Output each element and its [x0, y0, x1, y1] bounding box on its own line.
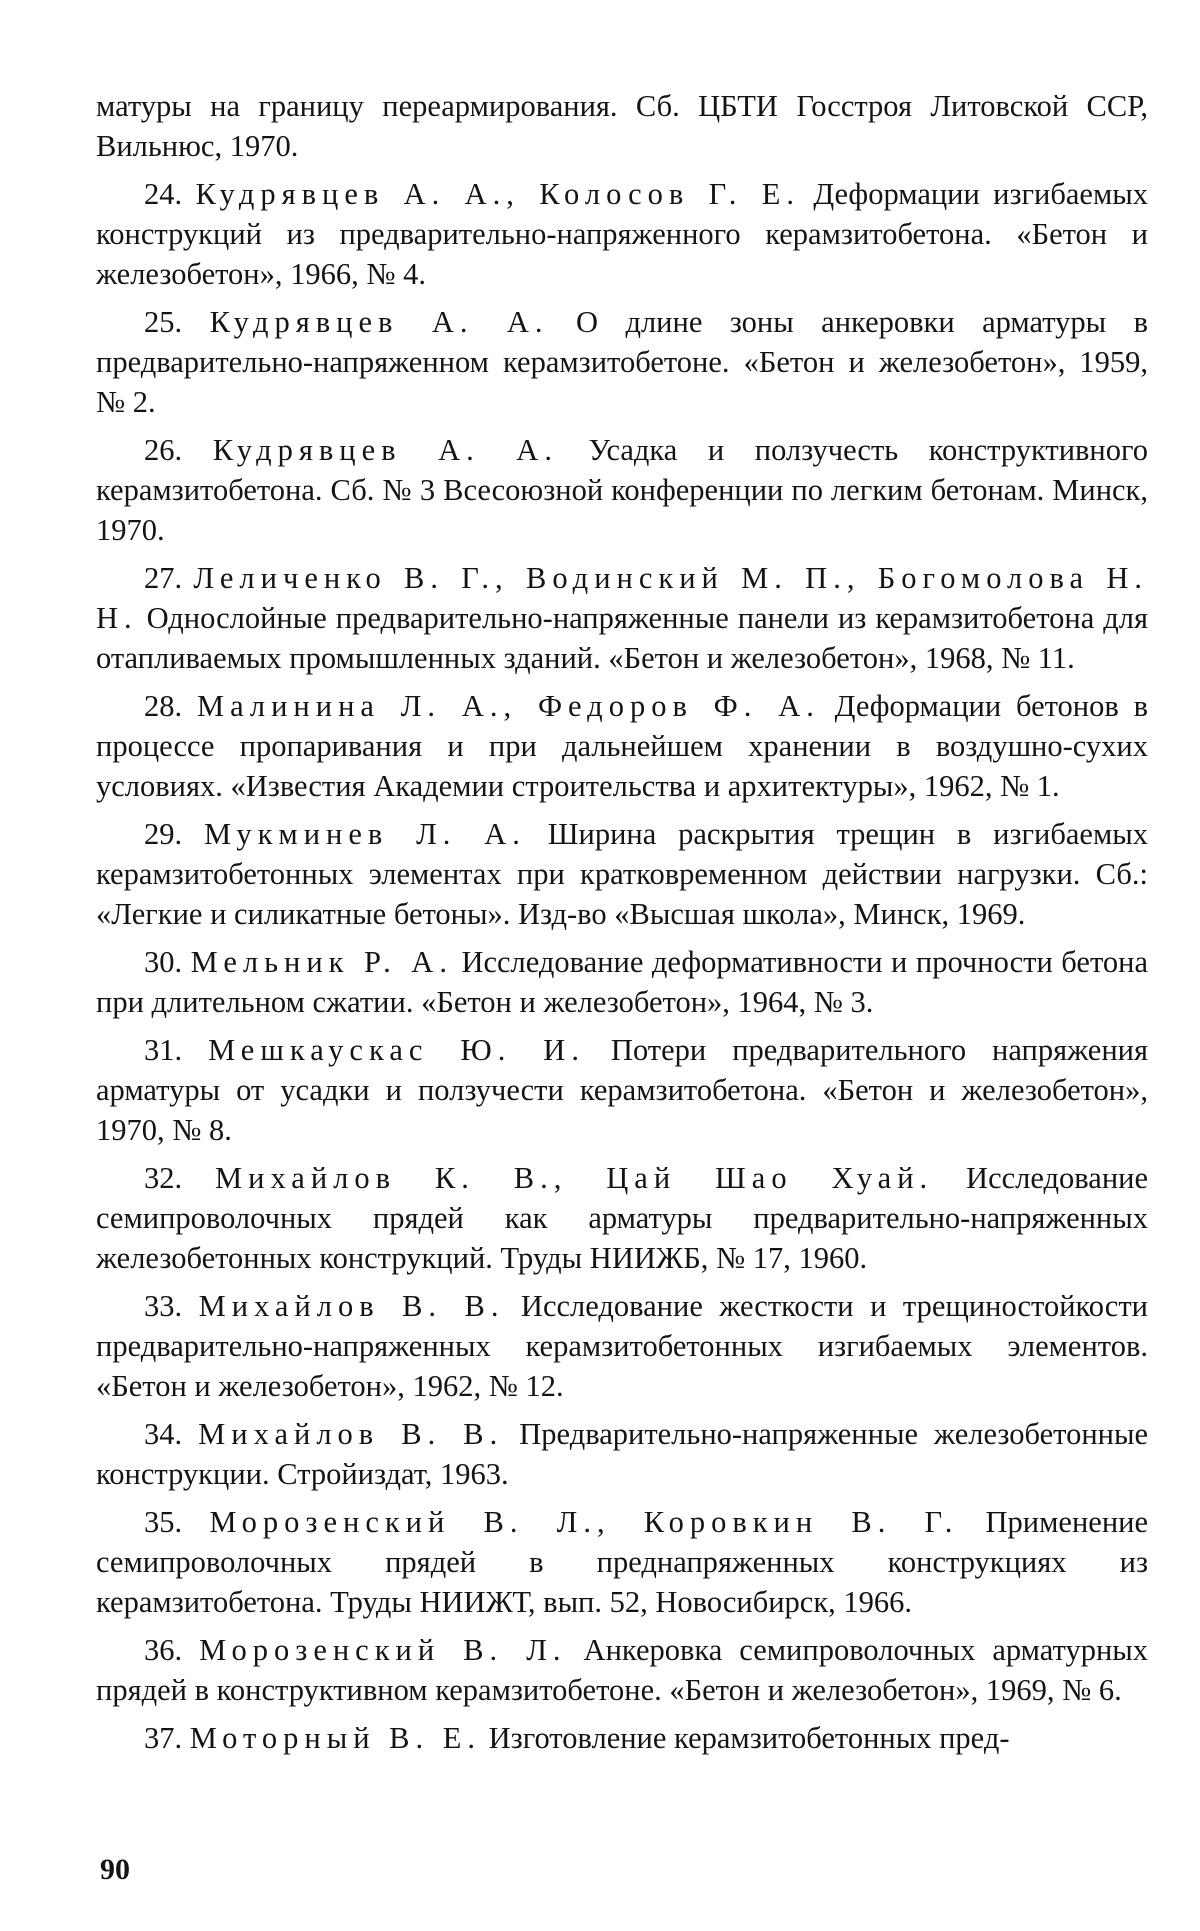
reference-authors: Леличенко В. Г., Водинский М. П., Богомолова Н. Н.	[96, 561, 1149, 635]
reference-text: Ширина раскрытия трещин в изгибаемых керамзитобетонных элементах при кратковременном действии нагрузки. Сб.: «Легкие и силикатные бетоны». Изд-во «Высшая школа», Минск, 1969.	[96, 817, 1149, 931]
reference-number: 27.	[144, 561, 194, 595]
reference-text: Однослойные предварительно-напряженные панели из керамзитобетона для отапливаемых промышленных зданий. «Бетон и железобетон», 1968, № 11.	[96, 601, 1148, 675]
reference-authors: Моторный В. Е.	[189, 1721, 481, 1755]
reference-number: 37.	[144, 1721, 190, 1755]
reference-authors: Морозенский В. Л.	[199, 1633, 567, 1667]
reference-33	[96, 1286, 1148, 1406]
reference-text: Анкеровка семипроволочных арматурных прядей в конструктивном керамзитобетоне. «Бетон и железобетон», 1969, № 6.	[96, 1633, 1149, 1707]
reference-number: 29.	[144, 817, 204, 851]
reference-text: Исследование деформативности и прочности бетона при длительном сжатии. «Бетон и железобетон», 1964, № 3.	[96, 945, 1148, 1019]
reference-24	[96, 174, 1148, 294]
reference-number: 32.	[144, 1161, 216, 1195]
reference-authors: Михайлов В. В.	[198, 1417, 504, 1451]
reference-text: матуры на границу переармирования. Сб. ЦБТИ Госстроя Литовской ССР, Вильнюс, 1970.	[96, 89, 1148, 163]
reference-36	[96, 1630, 1148, 1710]
reference-28	[96, 686, 1148, 806]
reference-text: Потери предварительного напряжения арматуры от усадки и ползучести керамзитобетона. «Бетон и железобетон», 1970, № 8.	[96, 1033, 1148, 1147]
reference-text: Усадка и ползучесть конструктивного керамзитобетона. Сб. № 3 Всесоюзной конференции по легким бетонам. Минск, 1970.	[96, 433, 1148, 547]
reference-number: 31.	[144, 1033, 209, 1067]
reference-authors: Морозенский В. Л., Коровкин В. Г.	[209, 1505, 959, 1539]
reference-authors: Мукминев Л. А.	[203, 817, 526, 851]
page-number: 90	[100, 1853, 130, 1886]
reference-29	[96, 814, 1148, 934]
reference-authors: Кудрявцев А. А.	[212, 433, 558, 467]
reference-number: 33.	[144, 1289, 199, 1323]
reference-text: Предварительно-напряженные железобетонные конструкции. Стройиздат, 1963.	[96, 1417, 1148, 1491]
reference-authors: Мельник Р. А.	[190, 945, 453, 979]
reference-34	[96, 1414, 1148, 1494]
reference-authors: Михайлов В. В.	[198, 1289, 505, 1323]
reference-text: О длине зоны анкеровки арматуры в предварительно-напряженном керамзитобетоне. «Бетон и железобетон», 1959, № 2.	[96, 305, 1148, 419]
reference-number: 35.	[144, 1505, 210, 1539]
reference-text: Исследование жесткости и трещиностойкости предварительно-напряженных керамзитобетонных изгибаемых элементов. «Бетон и железобетон», 1962, № 12.	[96, 1289, 1148, 1403]
reference-number: 24.	[144, 177, 196, 211]
reference-authors: Кудрявцев А. А., Колосов Г. Е.	[195, 177, 801, 211]
bibliography-list	[96, 86, 1148, 1766]
reference-text: Изготовление керамзитобетонных пред-	[481, 1721, 1010, 1755]
reference-number: 28.	[144, 689, 197, 723]
reference-number: 26.	[144, 433, 213, 467]
reference-number: 34.	[144, 1417, 199, 1451]
reference-number: 25.	[144, 305, 210, 339]
reference-32	[96, 1158, 1148, 1278]
reference-text: Деформации изгибаемых конструкций из предварительно-напряженного керамзитобетона. «Бетон и железобетон», 1966, № 4.	[96, 177, 1148, 291]
reference-27	[96, 558, 1148, 678]
reference-text: Применение семипроволочных прядей в преднапряженных конструкциях из керамзитобетона. Труды НИИЖТ, вып. 52, Новосибирск, 1966.	[96, 1505, 1148, 1619]
reference-text: Исследование семипроволочных прядей как арматуры предварительно-напряженных железобетонных конструкций. Труды НИИЖБ, № 17, 1960.	[96, 1161, 1149, 1275]
reference-35	[96, 1502, 1148, 1622]
reference-text: Деформации бетонов в процессе пропаривания и при дальнейшем хранении в воздушно-сухих условиях. «Известия Академии строительства и архитектуры», 1962, № 1.	[96, 689, 1148, 803]
reference-number: 36.	[144, 1633, 200, 1667]
reference-continued	[96, 86, 1148, 166]
reference-authors: Мешкаускас Ю. И.	[208, 1033, 585, 1067]
reference-number: 30.	[144, 945, 191, 979]
reference-authors: Кудрявцев А. А.	[209, 305, 549, 339]
reference-authors: Михайлов К. В., Цай Шао Хуай.	[215, 1161, 934, 1195]
reference-26	[96, 430, 1148, 550]
reference-37	[96, 1718, 1148, 1758]
reference-25	[96, 302, 1148, 422]
reference-31	[96, 1030, 1148, 1150]
reference-authors: Малинина Л. А., Федоров Ф. А.	[196, 689, 820, 723]
reference-30	[96, 942, 1148, 1022]
